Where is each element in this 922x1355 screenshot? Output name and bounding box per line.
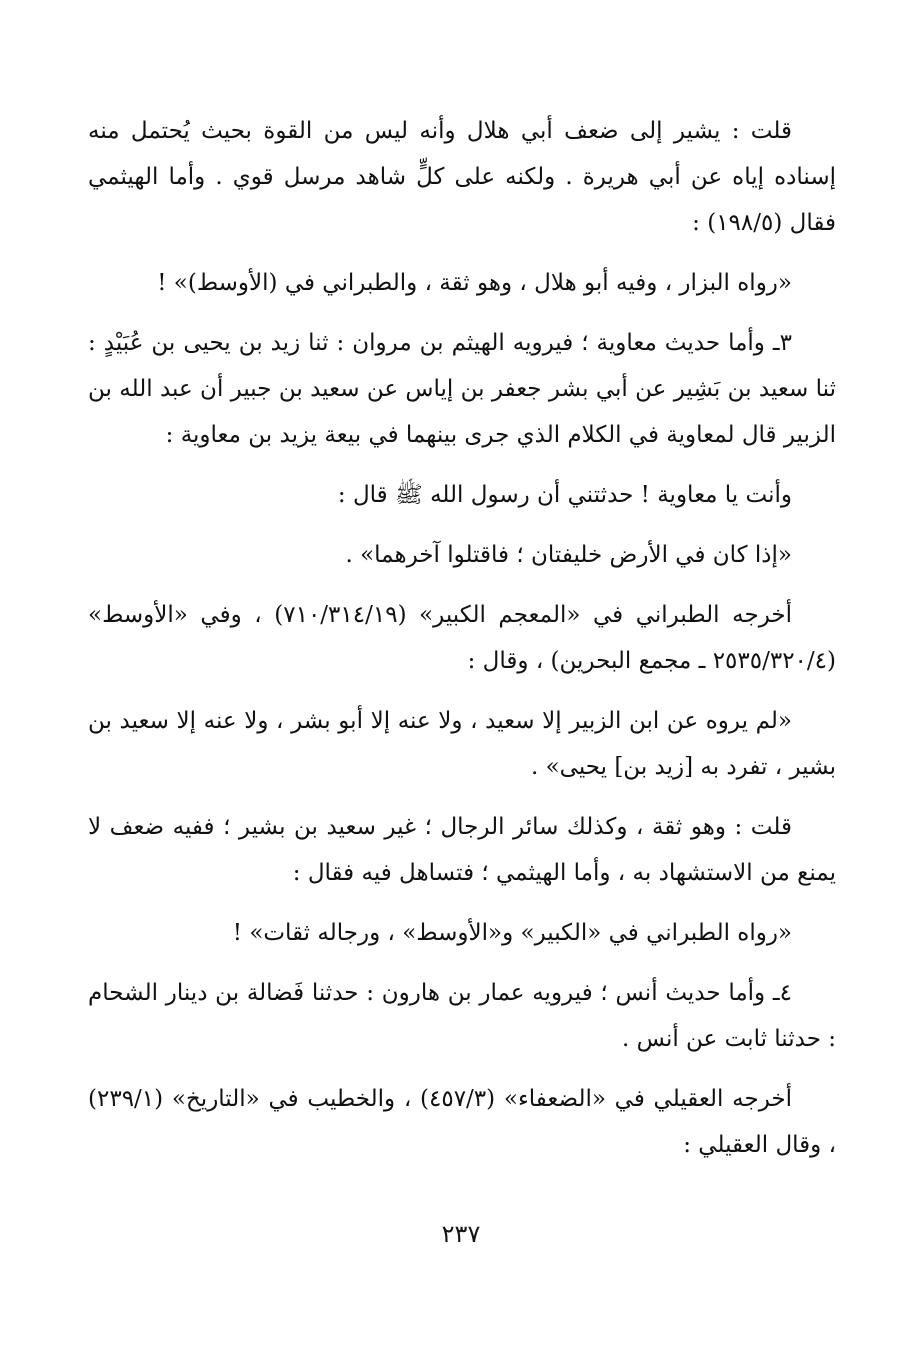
paragraph-11: أخرجه العقيلي في «الضعفاء» (٤٥٧/٣) ، والخطيب في «التاريخ» (٢٣٩/١) ، وقال العقيلي : [88, 1086, 836, 1158]
paragraph-4: وأنت يا معاوية ! حدثتني أن رسول الله ﷺ قال : [337, 482, 792, 508]
paragraph-2-quote: «رواه البزار ، وفيه أبو هلال ، وهو ثقة ، والطبراني في (الأوسط)» ! [157, 270, 792, 296]
paragraph-5-quote: «إذا كان في الأرض خليفتان ؛ فاقتلوا آخرهما» . [345, 542, 792, 568]
paragraph-8: قلت : وهو ثقة ، وكذلك سائر الرجال ؛ غير سعيد بن بشير ؛ ففيه ضعف لا يمنع من الاستشهاد به ، وأما الهيثمي ؛ فتساهل فيه فقال : [88, 814, 836, 886]
page-body [88, 108, 836, 1182]
paragraph-9-quote: «رواه الطبراني في «الكبير» و«الأوسط» ، ورجاله ثقات» ! [232, 920, 792, 946]
paragraph-1: قلت : يشير إلى ضعف أبي هلال وأنه ليس من القوة بحيث يُحتمل منه إسناده إياه عن أبي هريرة . ولكنه على كلٍّ شاهد مرسل قوي . وأما الهيثمي فقال (١٩٨/٥) : [88, 118, 836, 236]
paragraph-3: ٣ـ وأما حديث معاوية ؛ فيرويه الهيثم بن مروان : ثنا زيد بن يحيى بن عُبَيْدٍ : ثنا سعيد بن بَشِير عن أبي بشر جعفر بن إياس عن سعيد بن جبير أن عبد الله بن الزبير قال لمعاوية في الكلام الذي جرى بينهما في بيعة يزيد بن معاوية : [88, 330, 836, 448]
paragraph-10: ٤ـ وأما حديث أنس ؛ فيرويه عمار بن هارون : حدثنا فَضالة بن دينار الشحام : حدثنا ثابت عن أنس . [88, 980, 836, 1052]
page-number: ٢٣٧ [441, 1220, 481, 1248]
paragraph-7-quote: «لم يروه عن ابن الزبير إلا سعيد ، ولا عنه إلا أبو بشر ، ولا عنه إلا سعيد بن بشير ، تفرد به [زيد بن] يحيى» . [88, 708, 836, 780]
paragraph-6: أخرجه الطبراني في «المعجم الكبير» (٧١٠/٣١٤/١٩) ، وفي «الأوسط» (٢٥٣٥/٣٢٠/٤ ـ مجمع البحرين) ، وقال : [88, 602, 836, 674]
